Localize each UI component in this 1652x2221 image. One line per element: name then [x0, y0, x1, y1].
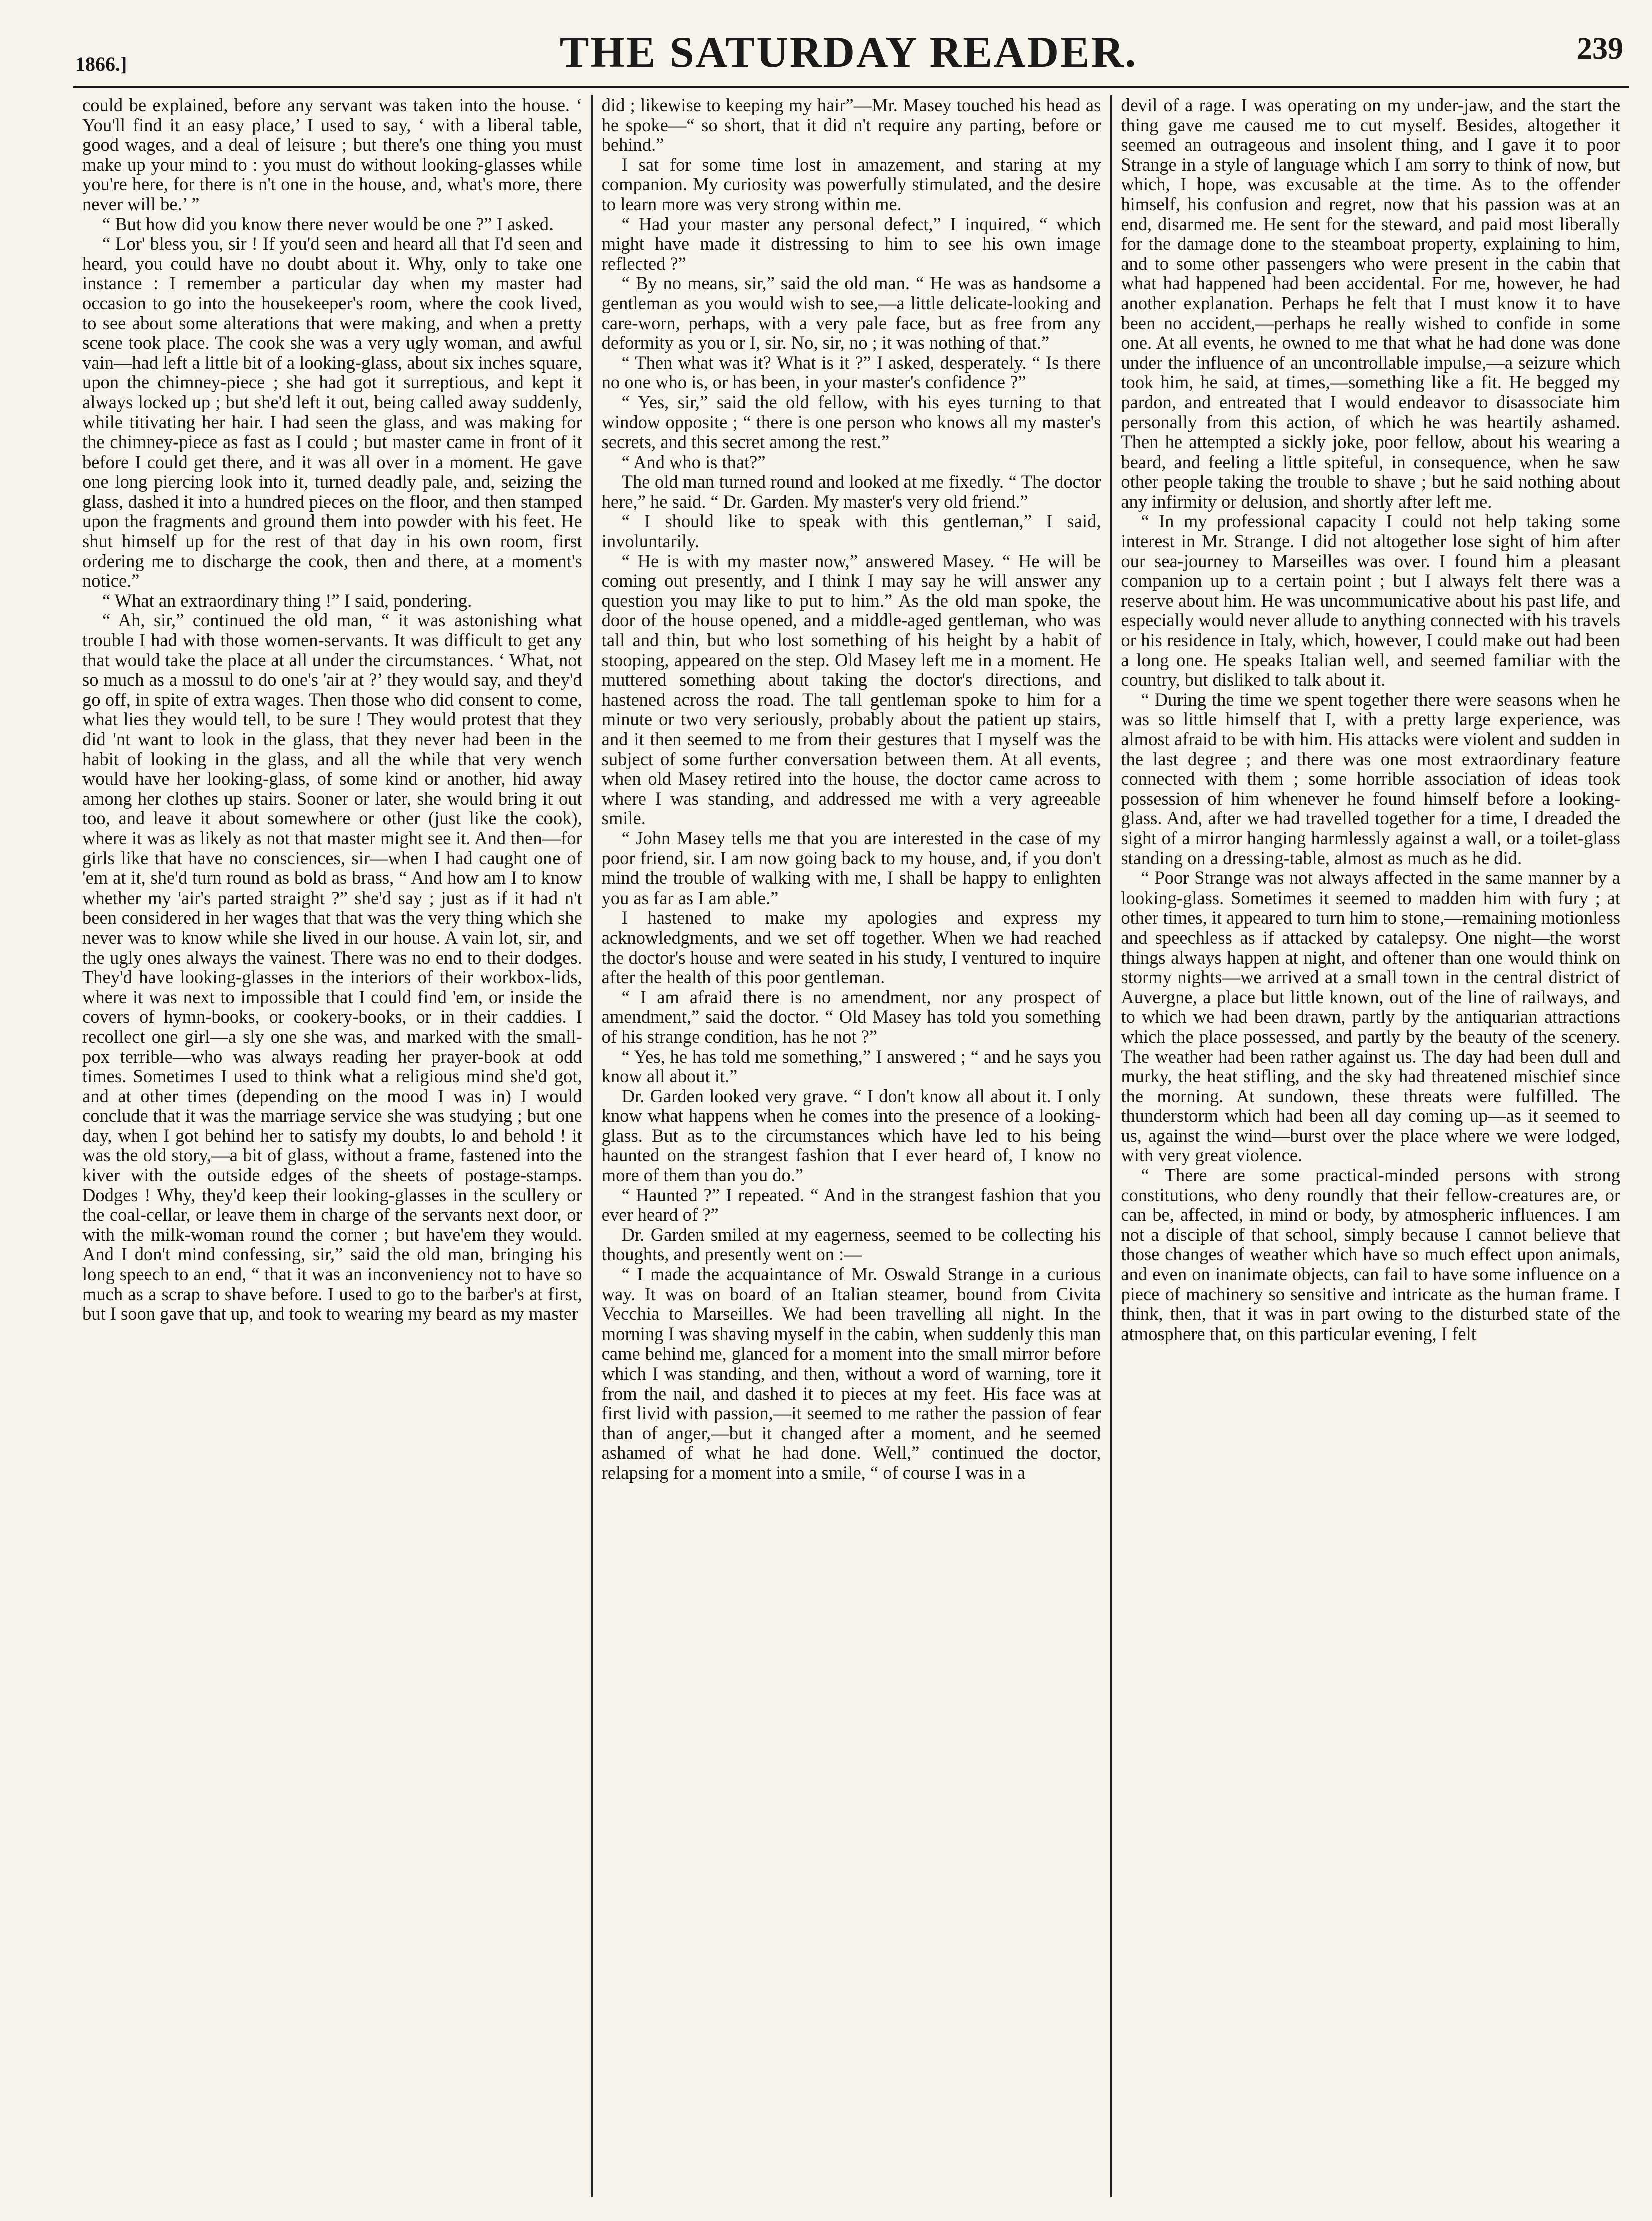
paragraph: “ And who is that?” — [621, 451, 766, 472]
paragraph: “ But how did you know there never would be one ?” I asked. — [102, 213, 554, 234]
text-columns — [73, 95, 1629, 2212]
paragraph: “ There are some practical-minded persons with strong constitutions, who deny roundly that their fellow-creatures are, or can be, affected, in mind or body, by atmospheric influences. I am not a disciple of that school, simply because I cannot believe that those changes of weather which have so much effect upon animals, and even on inanimate objects, can fail to have some influence on a piece of machinery so sensitive and intricate as the human frame. I think, then, that it was in part owing to the disturbed state of the atmosphere that, on this particular evening, I felt — [1121, 1165, 1621, 1344]
paragraph: “ Poor Strange was not always affected in the same manner by a looking-glass. Sometimes it seemed to madden him with fury ; at other times, it appeared to turn him to stone,—remaining motionless and speechless as if attacked by catalepsy. One night—the worst things always happen at night, and oftener than one would think on stormy nights—we arrived at a small town in the central district of Auvergne, a place but little known, out of the line of railways, and to which we had been drawn, partly by the antiquarian attractions which the place possessed, and partly by the beauty of the scenery. The weather had been rather against us. The day had been dull and murky, the heat stifling, and the sky had threatened mischief since the morning. At sundown, these threats were fulfilled. The thunderstorm which had been all day coming up—as it seemed to us, against the wind—burst over the place where we were lodged, with very great violence. — [1121, 867, 1621, 1166]
header-rule — [73, 86, 1629, 88]
paragraph: I sat for some time lost in amazement, and staring at my companion. My curiosity was powerfully stimulated, and the desire to learn more was very strong within me. — [601, 154, 1102, 214]
paragraph: “ Lor' bless you, sir ! If you'd seen and heard all that I'd seen and heard, you could have no doubt about it. Why, only to take one instance : I remember a particular day when my master had occasion to go into the housekeeper's room, where the cook lived, to see about some alterations that were making, and when a pretty scene took place. The cook she was a very ugly woman, and awful vain—had left a little bit of a looking-glass, about six inches square, upon the chimney-piece ; she had got it surreptious, and kept it always locked up ; but she'd left it out, being called away suddenly, while titivating her hair. I had seen the glass, and was making for the chimney-piece as fast as I could ; but master came in front of it before I could get there, and it was all over in a moment. He gave one long piercing look into it, turned deadly pale, and, seizing the glass, dashed it into a hundred pieces on the floor, and then stamped upon the fragments and ground them into powder with his feet. He shut himself up for the rest of that day in his own room, first ordering me to discharge the cook, then and there, at a moment's notice.” — [82, 233, 582, 591]
paragraph: “ By no means, sir,” said the old man. “ He was as handsome a gentleman as you would wish to see,—a little delicate-looking and care-worn, perhaps, with a very pale face, but as free from any deformity as you or I, sir. No, sir, no ; it was nothing of that.” — [601, 273, 1102, 353]
page-header — [45, 20, 1651, 85]
paragraph: I hastened to make my apologies and express my acknowledgments, and we set off together. When we had reached the doctor's house and were seated in his study, I ventured to inquire after the health of this poor gentleman. — [601, 907, 1102, 988]
paragraph: did ; likewise to keeping my hair”—Mr. Masey touched his head as he spoke—“ so short, that it did n't require any parting, before or behind.” — [601, 95, 1102, 155]
column-2 — [591, 95, 1111, 2197]
paragraph: “ Haunted ?” I repeated. “ And in the strangest fashion that you ever heard of ?” — [601, 1184, 1102, 1225]
paragraph: could be explained, before any servant was taken into the house. ‘ You'll find it an easy place,’ I used to say, ‘ with a liberal table, good wages, and a deal of leisure ; but there's one thing you must make up your mind to : you must do without looking-glasses while you're here, for there is n't one in the house, and, what's more, there never will be.’ ” — [82, 95, 582, 214]
paragraph: “ I made the acquaintance of Mr. Oswald Strange in a curious way. It was on board of an Italian steamer, bound from Civita Vecchia to Marseilles. We had been travelling all night. In the morning I was shaving myself in the cabin, when suddenly this man came behind me, glanced for a moment into the small mirror before which I was standing, and then, without a word of warning, tore it from the nail, and dashed it to pieces at my feet. His face was at first livid with passion,—it seemed to me rather the passion of fear than of anger,—but it changed after a moment, and he seemed ashamed of what he had done. Well,” continued the doctor, relapsing for a moment into a smile, “ of course I was in a — [601, 1264, 1102, 1483]
paragraph: “ During the time we spent together there were seasons when he was so little himself that I, with a pretty large experience, was almost afraid to be with him. His attacks were violent and sudden in the last degree ; and there was one most extraordinary feature connected with them ; some horrible association of ideas took possession of him whenever he found himself before a looking-glass. And, after we had travelled together for a time, I dreaded the sight of a mirror hanging harmlessly against a wall, or a toilet-glass standing on a dressing-table, almost as much as he did. — [1121, 689, 1621, 868]
paragraph: “ Then what was it? What is it ?” I asked, desperately. “ Is there no one who is, or has been, in your master's confidence ?” — [601, 352, 1102, 393]
paragraph: devil of a rage. I was operating on my under-jaw, and the start the thing gave me caused me to cut myself. Besides, altogether it seemed an outrageous and insolent thing, and I gave it to poor Strange in a style of language which I am sorry to think of now, but which, I hope, was excusable at the time. As to the offender himself, his confusion and regret, now that his passion was at an end, disarmed me. He sent for the steward, and paid most liberally for the damage done to the steamboat property, explaining to him, and to some other passengers who were present in the cabin that what had happened had been accidental. For me, however, he had another explanation. Perhaps he felt that I must know it to have been no accident,—perhaps he really wished to confide in some one. At all events, he owned to me that what he had done was done under the influence of an uncontrollable impulse,—a seizure which took him, he said, at times,—something like a fit. He begged my pardon, and entreated that I would endeavor to disassociate him personally from this action, of which he was heartily ashamed. Then he attempted a sickly joke, poor fellow, about his wearing a beard, and feeling a little spiteful, in consequence, when he saw other people taking the trouble to shave ; but he said nothing about any infirmity or delusion, and shortly after left me. — [1121, 95, 1621, 512]
paragraph: The old man turned round and looked at me fixedly. “ The doctor here,” he said. “ Dr. Garden. My master's very old friend.” — [601, 471, 1102, 512]
paragraph: “ What an extraordinary thing !” I said, pondering. — [102, 590, 472, 611]
issue-year: 1866.] — [75, 53, 127, 75]
paragraph: “ In my professional capacity I could not help taking some interest in Mr. Strange. I did not altogether lose sight of him after our sea-journey to Marseilles was over. I found him a pleasant companion up to a certain point ; but I always felt there was a reserve about him. He was uncommunicative about his past life, and especially would never allude to anything connected with his travels or his residence in Italy, which, however, I could make out had been a long one. He speaks Italian well, and seemed familiar with the country, but disliked to talk about it. — [1121, 511, 1621, 690]
column-1 — [73, 95, 591, 2197]
paragraph: “ John Masey tells me that you are interested in the case of my poor friend, sir. I am now going back to my house, and, if you don't mind the trouble of walking with me, I shall be happy to enlighten you as far as I am able.” — [601, 827, 1102, 908]
paragraph: Dr. Garden looked very grave. “ I don't know all about it. I only know what happens when he comes into the presence of a looking-glass. But as to the circumstances which have led to his being haunted on the strangest fashion that I ever heard of, I know no more of them than you do.” — [601, 1085, 1102, 1186]
paragraph: “ I should like to speak with this gentleman,” I said, involuntarily. — [601, 511, 1102, 552]
paragraph: Dr. Garden smiled at my eagerness, seemed to be collecting his thoughts, and presently went on :— — [601, 1224, 1102, 1265]
column-3 — [1110, 95, 1629, 2197]
paragraph: “ Ah, sir,” continued the old man, “ it was astonishing what trouble I had with those women-servants. It was difficult to get any that would take the place at all under the circumstances. ‘ What, not so much as a mossul to do one's 'air at ?’ they would say, and they'd go off, in spite of extra wages. Then those who did consent to come, what lies they would tell, to be sure ! They would protest that they did 'nt want to look in the glass, that they never had been in the habit of looking in the glass, and all the while that very wench would have her looking-glass, of some kind or another, hid away among her clothes up stairs. Sooner or later, she would bring it out too, and leave it about somewhere or other (just like the cook), where it was as likely as not that master might see it. And then—for girls like that have no consciences, sir—when I had caught one of 'em at it, she'd turn round as bold as brass, “ And how am I to know whether my 'air's parted straight ?” she'd say ; just as if it had n't been considered in her wages that that was the very thing which she never was to know while she lived in our house. A vain lot, sir, and the ugly ones always the vainest. There was no end to their dodges. They'd have looking-glasses in the interiors of their workbox-lids, where it was next to impossible that I could find 'em, or inside the covers of hymn-books, or cookery-books, or in their caddies. I recollect one girl—a sly one she was, and marked with the small-pox terrible—who was always reading her prayer-book at odd times. Sometimes I used to think what a religious mind she'd got, and at other times (depending on the mood I was in) I would conclude that it was the marriage service she was studying ; but one day, when I got behind her to satisfy my doubts, lo and behold ! it was the old story,—a bit of glass, without a frame, fastened into the kiver with the outside edges of the sheets of postage-stamps. Dodges ! Why, they'd keep their looking-glasses in the scullery or the coal-cellar, or leave them in charge of the servants next door, or with the milk-woman round the corner ; but have'em they would. And I don't mind confessing, sir,” said the old man, bringing his long speech to an end, “ that it was an inconveniency not to have so much as a scrap to shave before. I used to go to the barber's at first, but I soon gave that up, and took to wearing my beard as my master — [82, 610, 582, 1324]
page-number: 239 — [1577, 32, 1623, 66]
paragraph: “ Yes, sir,” said the old fellow, with his eyes turning to that window opposite ; “ there is one person who knows all my master's secrets, and this secret among the rest.” — [601, 391, 1102, 453]
paragraph: “ I am afraid there is no amendment, nor any prospect of amendment,” said the doctor. “ Old Masey has told you something of his strange condition, has he not ?” — [601, 986, 1102, 1047]
paragraph: “ Yes, he has told me something,” I answered ; “ and he says you know all about it.” — [601, 1046, 1102, 1087]
masthead-title: THE SATURDAY READER. — [559, 28, 1138, 77]
paragraph: “ He is with my master now,” answered Masey. “ He will be coming out presently, and I think I may say he will answer any question you may like to put to him.” As the old man spoke, the door of the house opened, and a middle-aged gentleman, who was tall and thin, but who lost something of his height by a habit of stooping, appeared on the step. Old Masey left me in a moment. He muttered something about taking the doctor's directions, and hastened across the road. The tall gentleman spoke to him for a minute or two very seriously, probably about the patient up stairs, and it then seemed to me from their gestures that I myself was the subject of some further conversation between them. At all events, when old Masey retired into the house, the doctor came across to where I was standing, and addressed me with a very agreeable smile. — [601, 550, 1102, 829]
newspaper-page — [45, 20, 1651, 2212]
paragraph: “ Had your master any personal defect,” I inquired, “ which might have made it distressing to him to see his own image reflected ?” — [601, 213, 1102, 274]
